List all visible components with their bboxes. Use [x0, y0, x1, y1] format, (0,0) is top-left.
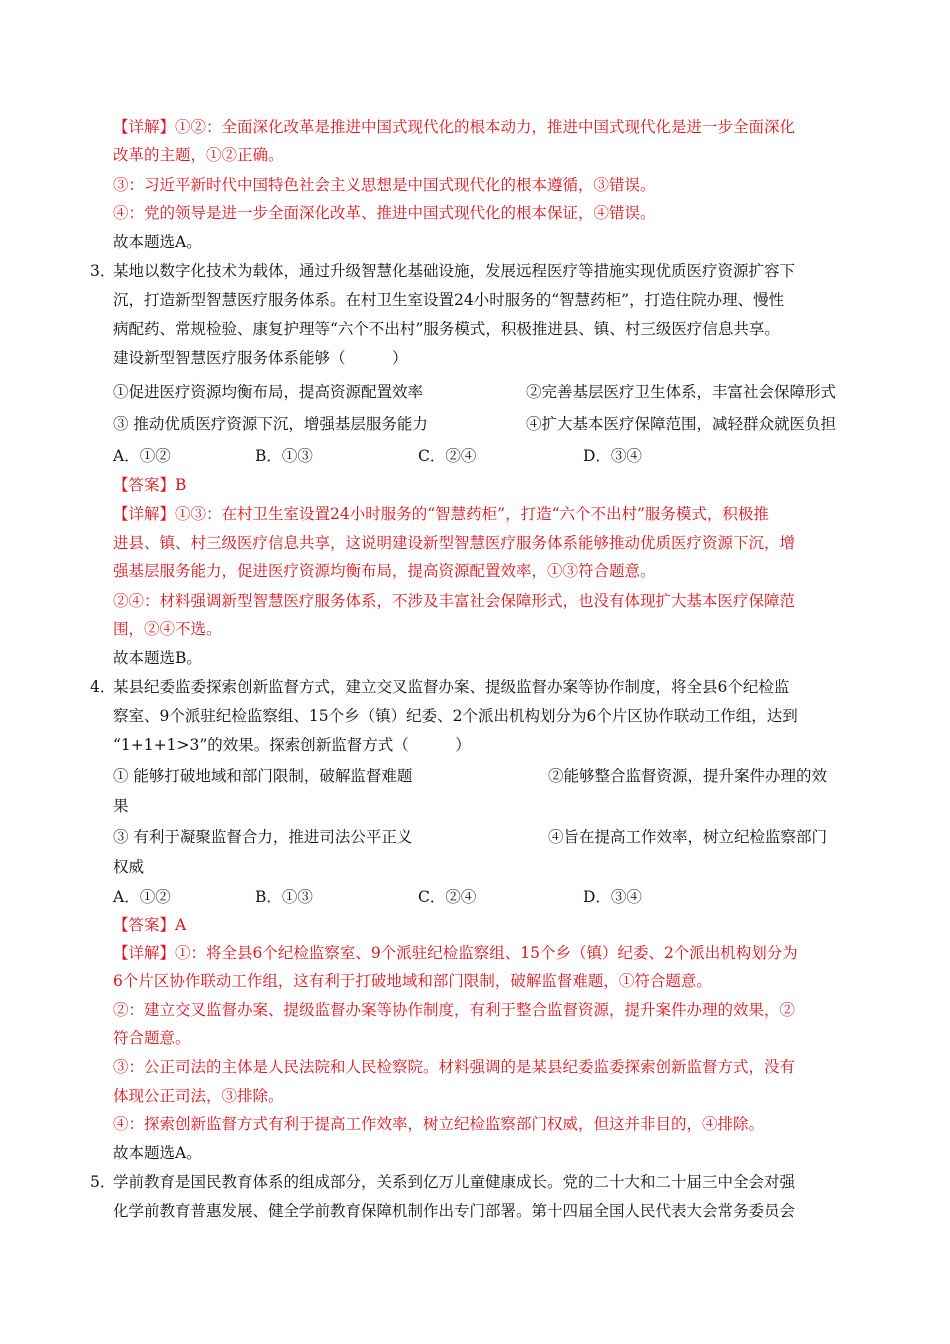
- q5-stem-line-2: 化学前教育普惠发展、健全学前教育保障机制作出专门部署。第十四届全国人民代表大会常务委员会: [113, 1202, 796, 1220]
- q4-number: 4．: [90, 678, 116, 696]
- q4-option-4: ④旨在提高工作效率，树立纪检监察部门: [548, 828, 828, 846]
- q4-detail-line-5: ③：公正司法的主体是人民法院和人民检察院。材料强调的是某县纪委监委探索创新监督方式，没有: [113, 1058, 796, 1076]
- q3-stem-line-4: 建设新型智慧医疗服务体系能够（ ）: [113, 349, 408, 367]
- q4-option-1: ① 能够打破地域和部门限制，破解监督难题: [113, 767, 413, 785]
- q4-stem-line-3: “1+1+1>3”的效果。探索创新监督方式（ ）: [113, 736, 471, 754]
- q4-conclusion: 故本题选A。: [113, 1144, 202, 1162]
- q3-choice-a: A．①②: [113, 447, 171, 465]
- q3-number: 3．: [90, 262, 116, 280]
- q4-stem-line-1: 某县纪委监委探索创新监督方式，建立交叉监督办案、提级监督办案等协作制度，将全县6个纪检监: [113, 678, 790, 696]
- q3-option-1: ①促进医疗资源均衡布局，提高资源配置效率: [113, 383, 424, 401]
- q4-answer: 【答案】A: [113, 916, 187, 934]
- q3-detail-line-1: 【详解】①③：在村卫生室设置24小时服务的“智慧药柜”，打造“六个不出村”服务模式，积极推: [113, 505, 769, 523]
- q4-stem-line-2: 察室、9个派驻纪检监察组、15个乡（镇）纪委、2个派出机构划分为6个片区协作联动工作组，达到: [113, 707, 798, 725]
- q5-number: 5．: [90, 1173, 116, 1191]
- q2-detail-line-4: ④：党的领导是进一步全面深化改革、推进中国式现代化的根本保证，④错误。: [113, 204, 656, 222]
- q4-detail-line-7: ④：探索创新监督方式有利于提高工作效率，树立纪检监察部门权威，但这并非目的，④排除。: [113, 1115, 765, 1133]
- q2-detail-line-1: 【详解】①②：全面深化改革是推进中国式现代化的根本动力，推进中国式现代化是进一步全面深化: [113, 118, 796, 136]
- q3-choice-c: C．②④: [418, 447, 477, 465]
- q3-choice-d: D．③④: [583, 447, 642, 465]
- q3-choice-b: B．①③: [255, 447, 313, 465]
- q3-conclusion: 故本题选B。: [113, 649, 202, 667]
- q2-conclusion: 故本题选A。: [113, 233, 202, 251]
- q4-choice-d: D．③④: [583, 888, 642, 906]
- q3-stem-line-2: 沉，打造新型智慧医疗服务体系。在村卫生室设置24小时服务的“智慧药柜”，打造住院办理、慢性: [113, 291, 785, 309]
- q5-stem-line-1: 学前教育是国民教育体系的组成部分，关系到亿万儿童健康成长。党的二十大和二十届三中全会对强: [113, 1173, 796, 1191]
- q3-option-4: ④扩大基本医疗保障范围，减轻群众就医负担: [526, 415, 837, 433]
- q4-detail-line-4: 符合题意。: [113, 1029, 191, 1047]
- q2-detail-line-3: ③：习近平新时代中国特色社会主义思想是中国式现代化的根本遵循，③错误。: [113, 176, 656, 194]
- q4-choice-c: C．②④: [418, 888, 477, 906]
- q4-detail-line-1: 【详解】①：将全县6个纪检监察室、9个派驻纪检监察组、15个乡（镇）纪委、2个派出机构划分为: [113, 944, 798, 962]
- q3-option-2: ②完善基层医疗卫生体系，丰富社会保障形式: [526, 383, 837, 401]
- q3-stem-line-3: 病配药、常规检验、康复护理等“六个不出村”服务模式，积极推进县、镇、村三级医疗信息共享。: [113, 320, 780, 338]
- q4-option-3: ③ 有利于凝聚监督合力，推进司法公平正义: [113, 828, 413, 846]
- q4-option-2-wrap: 果: [113, 797, 129, 815]
- q4-detail-line-6: 体现公正司法，③排除。: [113, 1087, 284, 1105]
- q3-detail-line-3: 强基层服务能力，促进医疗资源均衡布局，提高资源配置效率，①③符合题意。: [113, 562, 656, 580]
- q4-detail-line-2: 6个片区协作联动工作组，这有利于打破地域和部门限制，破解监督难题，①符合题意。: [113, 972, 712, 990]
- q3-stem-line-1: 某地以数字化技术为载体，通过升级智慧化基础设施，发展远程医疗等措施实现优质医疗资源扩容下: [113, 262, 796, 280]
- q4-choice-b: B．①③: [255, 888, 313, 906]
- q4-choice-a: A．①②: [113, 888, 171, 906]
- q2-detail-line-2: 改革的主题，①②正确。: [113, 146, 284, 164]
- q4-option-4-wrap: 权威: [113, 858, 145, 876]
- q3-detail-line-4: ②④：材料强调新型智慧医疗服务体系，不涉及丰富社会保障形式，也没有体现扩大基本医疗保障范: [113, 592, 796, 610]
- q3-option-3: ③ 推动优质医疗资源下沉，增强基层服务能力: [113, 415, 428, 433]
- q4-option-2: ②能够整合监督资源，提升案件办理的效: [548, 767, 828, 785]
- q3-answer: 【答案】B: [113, 476, 187, 494]
- q3-detail-line-2: 进县、镇、村三级医疗信息共享，这说明建设新型智慧医疗服务体系能够推动优质医疗资源下沉，增: [113, 534, 796, 552]
- q3-detail-line-5: 围，②④不选。: [113, 620, 222, 638]
- q4-detail-line-3: ②：建立交叉监督办案、提级监督办案等协作制度，有利于整合监督资源，提升案件办理的效果，②: [113, 1001, 796, 1019]
